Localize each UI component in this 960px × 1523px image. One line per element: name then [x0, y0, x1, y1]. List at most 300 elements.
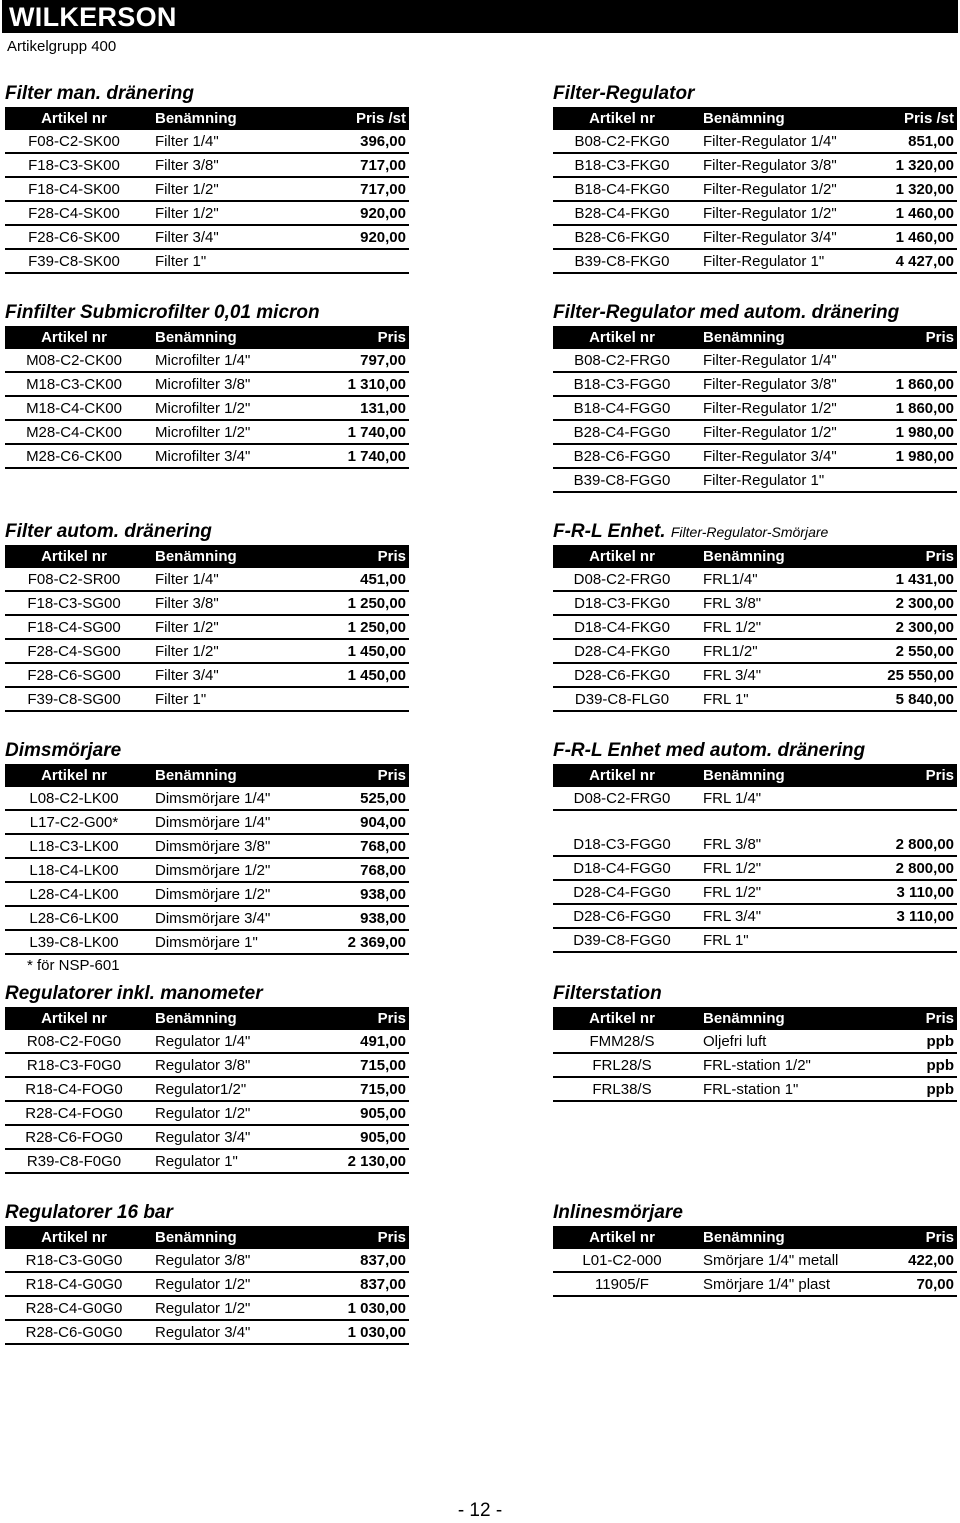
- column-header-price: Pris: [377, 1010, 406, 1027]
- table-row: [553, 1030, 957, 1054]
- table-row: [5, 178, 409, 202]
- section-title: [5, 521, 409, 543]
- table-row: [553, 1273, 957, 1297]
- column-header-price: Pris: [377, 548, 406, 565]
- article-number-cell: B28-C4-FKG0: [574, 205, 670, 222]
- table-row: [5, 154, 409, 178]
- section-inlinesmorjare: [553, 1202, 957, 1297]
- article-number-cell: B39-C8-FGG0: [573, 472, 671, 489]
- description-cell: Dimsmörjare 1/2": [155, 886, 271, 903]
- price-cell: 2 300,00: [895, 595, 954, 612]
- price-cell: 717,00: [360, 181, 406, 198]
- description-cell: Filter 1/2": [155, 619, 219, 636]
- price-cell: 851,00: [908, 133, 954, 150]
- column-header-description: Benämning: [703, 548, 785, 565]
- article-number-cell: B39-C8-FKG0: [574, 253, 670, 270]
- section-title: [5, 1202, 409, 1224]
- article-number-cell: F28-C6-SK00: [28, 229, 120, 246]
- article-group-label: Artikelgrupp 400: [7, 38, 117, 55]
- article-number-cell: B18-C4-FGG0: [573, 400, 671, 417]
- article-number-cell: M28-C4-CK00: [26, 424, 122, 441]
- table-row: [5, 835, 409, 859]
- column-header-description: Benämning: [703, 1229, 785, 1246]
- table-row: [553, 929, 957, 953]
- column-header-article: Artikel nr: [589, 767, 655, 784]
- table-row: [553, 154, 957, 178]
- article-number-cell: B08-C2-FRG0: [574, 352, 670, 369]
- price-cell: 904,00: [360, 814, 406, 831]
- table-row: [5, 1126, 409, 1150]
- article-number-cell: FRL38/S: [592, 1081, 652, 1098]
- column-header-article: Artikel nr: [41, 767, 107, 784]
- section-frl-unit: [553, 521, 957, 712]
- description-cell: Filter-Regulator 1/2": [703, 181, 837, 198]
- price-cell: 1 250,00: [347, 619, 406, 636]
- article-number-cell: R18-C3-F0G0: [26, 1057, 122, 1074]
- table-header: [553, 1226, 957, 1249]
- table-header: [5, 764, 409, 787]
- column-header-description: Benämning: [703, 110, 785, 127]
- table-header: [553, 326, 957, 349]
- section-filterstation: [553, 983, 957, 1102]
- description-cell: Filter 1/4": [155, 571, 219, 588]
- table-row: [5, 640, 409, 664]
- price-cell: 2 800,00: [895, 860, 954, 877]
- price-cell: ppb: [926, 1033, 954, 1050]
- price-cell: 905,00: [360, 1105, 406, 1122]
- description-cell: Regulator 1/2": [155, 1105, 251, 1122]
- article-number-cell: F39-C8-SK00: [28, 253, 120, 270]
- table-row: [5, 1150, 409, 1174]
- price-cell: 1 450,00: [347, 643, 406, 660]
- article-number-cell: F18-C3-SK00: [28, 157, 120, 174]
- section-title-text: Regulatorer inkl. manometer: [5, 983, 263, 1004]
- table-row: [553, 905, 957, 929]
- table-row: [553, 202, 957, 226]
- column-header-price: Pris: [925, 767, 954, 784]
- description-cell: Regulator 1/2": [155, 1276, 251, 1293]
- price-cell: 1 460,00: [895, 229, 954, 246]
- description-cell: Regulator 1/4": [155, 1033, 251, 1050]
- column-header-description: Benämning: [155, 1229, 237, 1246]
- price-cell: 717,00: [360, 157, 406, 174]
- price-cell: 1 740,00: [347, 424, 406, 441]
- table-row: [5, 1321, 409, 1345]
- description-cell: Filter-Regulator 1/4": [703, 352, 837, 369]
- table-header: [5, 107, 409, 130]
- price-cell: 3 110,00: [896, 884, 954, 901]
- article-number-cell: L28-C4-LK00: [29, 886, 119, 903]
- column-header-price: Pris /st: [903, 110, 954, 127]
- description-cell: Filter-Regulator 1/2": [703, 400, 837, 417]
- column-header-article: Artikel nr: [41, 110, 107, 127]
- price-cell: 715,00: [360, 1081, 406, 1098]
- table-row: [5, 202, 409, 226]
- description-cell: Regulator1/2": [155, 1081, 247, 1098]
- article-number-cell: D18-C3-FKG0: [574, 595, 670, 612]
- table-row: [553, 857, 957, 881]
- article-number-cell: B28-C6-FGG0: [573, 448, 671, 465]
- table-row: [5, 1273, 409, 1297]
- table-header: [5, 545, 409, 568]
- column-header-description: Benämning: [703, 329, 785, 346]
- section-title-text: Filter-Regulator med autom. dränering: [553, 302, 900, 323]
- section-filter-regulator: [553, 83, 957, 274]
- description-cell: Smörjare 1/4" plast: [703, 1276, 831, 1293]
- table-row: [5, 907, 409, 931]
- description-cell: FRL-station 1": [703, 1081, 799, 1098]
- column-header-article: Artikel nr: [41, 1229, 107, 1246]
- section-title-text: F-R-L Enhet.: [553, 521, 666, 542]
- price-cell: 131,00: [360, 400, 406, 417]
- price-cell: 1 460,00: [895, 205, 954, 222]
- price-cell: 525,00: [360, 790, 406, 807]
- brand-header-bar: [2, 0, 958, 33]
- article-number-cell: L28-C6-LK00: [29, 910, 119, 927]
- column-header-description: Benämning: [703, 1010, 785, 1027]
- description-cell: Oljefri luft: [703, 1033, 767, 1050]
- price-cell: ppb: [926, 1081, 954, 1098]
- column-header-price: Pris: [377, 1229, 406, 1246]
- section-title: [553, 740, 957, 762]
- section-title-text: Filter autom. dränering: [5, 521, 212, 542]
- table-row: [553, 833, 957, 857]
- table-header: [553, 545, 957, 568]
- article-number-cell: F28-C6-SG00: [27, 667, 121, 684]
- column-header-article: Artikel nr: [589, 1229, 655, 1246]
- article-number-cell: FMM28/S: [589, 1033, 655, 1050]
- article-number-cell: D39-C8-FGG0: [573, 932, 671, 949]
- description-cell: Regulator 3/8": [155, 1057, 251, 1074]
- table-row: [553, 592, 957, 616]
- description-cell: FRL-station 1/2": [703, 1057, 811, 1074]
- description-cell: Regulator 3/4": [155, 1324, 251, 1341]
- price-cell: 2 300,00: [895, 619, 954, 636]
- price-cell: 422,00: [908, 1252, 954, 1269]
- price-cell: 1 030,00: [347, 1300, 406, 1317]
- article-number-cell: R28-C4-G0G0: [25, 1300, 123, 1317]
- price-cell: 1 860,00: [895, 376, 954, 393]
- table-header: [553, 764, 957, 787]
- column-header-price: Pris: [377, 767, 406, 784]
- section-title: [553, 302, 957, 324]
- description-cell: Regulator 1/2": [155, 1300, 251, 1317]
- article-number-cell: M18-C4-CK00: [26, 400, 122, 417]
- article-number-cell: B28-C4-FGG0: [573, 424, 671, 441]
- description-cell: Filter-Regulator 3/8": [703, 376, 837, 393]
- price-cell: 920,00: [360, 205, 406, 222]
- article-number-cell: D28-C6-FKG0: [574, 667, 670, 684]
- description-cell: Microfilter 3/8": [155, 376, 251, 393]
- description-cell: Filter-Regulator 3/4": [703, 448, 837, 465]
- column-header-article: Artikel nr: [41, 329, 107, 346]
- article-number-cell: B08-C2-FKG0: [574, 133, 670, 150]
- article-number-cell: B18-C4-FKG0: [574, 181, 670, 198]
- description-cell: Filter 1/2": [155, 643, 219, 660]
- section-filter-regulator-auto-drain: [553, 302, 957, 493]
- description-cell: Filter-Regulator 1/2": [703, 205, 837, 222]
- table-row: [5, 1297, 409, 1321]
- description-cell: Filter-Regulator 1/2": [703, 424, 837, 441]
- section-subtitle: Filter-Regulator-Smörjare: [670, 524, 829, 540]
- description-cell: FRL 1": [703, 691, 749, 708]
- column-header-price: Pris: [925, 1229, 954, 1246]
- article-number-cell: R28-C6-G0G0: [25, 1324, 123, 1341]
- price-cell: 491,00: [360, 1033, 406, 1050]
- article-number-cell: M28-C6-CK00: [26, 448, 122, 465]
- table-row: [553, 178, 957, 202]
- brand-title: WILKERSON: [9, 2, 177, 32]
- price-cell: 396,00: [360, 133, 406, 150]
- description-cell: Dimsmörjare 1/2": [155, 862, 271, 879]
- table-row: [5, 664, 409, 688]
- description-cell: Dimsmörjare 1": [155, 934, 258, 951]
- table-row: [553, 130, 957, 154]
- column-header-article: Artikel nr: [41, 1010, 107, 1027]
- price-cell: 837,00: [360, 1276, 406, 1293]
- price-cell: 1 320,00: [895, 157, 954, 174]
- article-number-cell: F28-C4-SG00: [27, 643, 121, 660]
- column-header-description: Benämning: [703, 767, 785, 784]
- article-number-cell: M18-C3-CK00: [26, 376, 122, 393]
- description-cell: Dimsmörjare 1/4": [155, 814, 271, 831]
- table-row: [5, 883, 409, 907]
- column-header-description: Benämning: [155, 1010, 237, 1027]
- article-number-cell: L01-C2-000: [582, 1252, 662, 1269]
- description-cell: FRL 1/2": [703, 884, 762, 901]
- table-row: [553, 250, 957, 274]
- article-number-cell: L18-C4-LK00: [29, 862, 119, 879]
- article-number-cell: R28-C4-FOG0: [25, 1105, 123, 1122]
- price-cell: 1 250,00: [347, 595, 406, 612]
- column-header-article: Artikel nr: [589, 548, 655, 565]
- column-header-description: Benämning: [155, 110, 237, 127]
- description-cell: Filter 1": [155, 253, 207, 270]
- table-row: [5, 397, 409, 421]
- price-cell: 1 320,00: [895, 181, 954, 198]
- table-row: [553, 881, 957, 905]
- table-row: [553, 568, 957, 592]
- article-number-cell: F28-C4-SK00: [28, 205, 120, 222]
- price-cell: 768,00: [360, 838, 406, 855]
- table-row: [5, 1030, 409, 1054]
- section-title: [553, 83, 957, 105]
- description-cell: Filter-Regulator 3/8": [703, 157, 837, 174]
- table-row: [553, 1249, 957, 1273]
- table-row: [5, 1249, 409, 1273]
- section-dimsmorjare: [5, 740, 409, 977]
- article-number-cell: L18-C3-LK00: [29, 838, 119, 855]
- table-row: [553, 445, 957, 469]
- description-cell: Filter 3/8": [155, 595, 219, 612]
- table-row: [553, 421, 957, 445]
- article-number-cell: B28-C6-FKG0: [574, 229, 670, 246]
- table-row: [553, 1054, 957, 1078]
- article-number-cell: L08-C2-LK00: [29, 790, 119, 807]
- column-header-price: Pris: [377, 329, 406, 346]
- article-number-cell: R18-C3-G0G0: [25, 1252, 123, 1269]
- table-row: [553, 787, 957, 811]
- table-row: [5, 1102, 409, 1126]
- article-number-cell: D08-C2-FRG0: [573, 571, 671, 588]
- description-cell: FRL 3/8": [703, 595, 762, 612]
- price-cell: 837,00: [360, 1252, 406, 1269]
- description-cell: FRL 1": [703, 932, 749, 949]
- article-number-cell: D18-C4-FKG0: [574, 619, 670, 636]
- table-row: [553, 349, 957, 373]
- article-number-cell: L39-C8-LK00: [29, 934, 119, 951]
- section-title: [553, 983, 957, 1005]
- description-cell: Regulator 3/4": [155, 1129, 251, 1146]
- article-number-cell: F08-C2-SR00: [27, 571, 121, 588]
- description-cell: Filter 3/4": [155, 667, 219, 684]
- price-cell: 2 800,00: [895, 836, 954, 853]
- table-row: [553, 397, 957, 421]
- article-number-cell: L17-C2-G00*: [29, 814, 119, 831]
- table-header: [553, 1007, 957, 1030]
- price-cell: 1 431,00: [895, 571, 954, 588]
- column-header-article: Artikel nr: [589, 1010, 655, 1027]
- section-title: [5, 83, 409, 105]
- section-title: [5, 740, 409, 762]
- description-cell: Filter 1/4": [155, 133, 219, 150]
- column-header-description: Benämning: [155, 548, 237, 565]
- article-number-cell: D18-C4-FGG0: [573, 860, 671, 877]
- article-number-cell: M08-C2-CK00: [26, 352, 122, 369]
- footnote: * för NSP-601: [27, 957, 120, 974]
- section-filter-manual-drain: [5, 83, 409, 274]
- price-cell: 2 369,00: [347, 934, 406, 951]
- price-cell: 1 980,00: [895, 448, 954, 465]
- table-header: [5, 1226, 409, 1249]
- table-row: [5, 931, 409, 955]
- price-cell: 1 450,00: [347, 667, 406, 684]
- price-cell: 1 740,00: [347, 448, 406, 465]
- description-cell: FRL 3/4": [703, 667, 762, 684]
- table-header: [553, 107, 957, 130]
- description-cell: Filter 1": [155, 691, 207, 708]
- price-cell: 2 550,00: [895, 643, 954, 660]
- article-number-cell: F18-C4-SK00: [28, 181, 120, 198]
- description-cell: Filter 3/4": [155, 229, 219, 246]
- table-row: [553, 811, 957, 833]
- table-row: [5, 688, 409, 712]
- article-number-cell: D28-C4-FKG0: [574, 643, 670, 660]
- article-number-cell: F18-C4-SG00: [27, 619, 121, 636]
- article-number-cell: R18-C4-G0G0: [25, 1276, 123, 1293]
- column-header-description: Benämning: [155, 329, 237, 346]
- column-header-article: Artikel nr: [589, 110, 655, 127]
- section-title-text: Finfilter Submicrofilter 0,01 micron: [5, 302, 320, 323]
- section-title-text: Regulatorer 16 bar: [5, 1202, 173, 1223]
- section-title-text: F-R-L Enhet med autom. dränering: [553, 740, 866, 761]
- description-cell: Microfilter 1/4": [155, 352, 251, 369]
- price-cell: 1 980,00: [895, 424, 954, 441]
- article-number-cell: R18-C4-FOG0: [25, 1081, 123, 1098]
- description-cell: Dimsmörjare 3/4": [155, 910, 271, 927]
- table-row: [5, 226, 409, 250]
- price-cell: 715,00: [360, 1057, 406, 1074]
- price-cell: 25 550,00: [887, 667, 954, 684]
- table-row: [5, 1054, 409, 1078]
- article-number-cell: FRL28/S: [592, 1057, 652, 1074]
- description-cell: Filter-Regulator 1": [703, 472, 825, 489]
- description-cell: Microfilter 1/2": [155, 400, 251, 417]
- table-row: [553, 640, 957, 664]
- description-cell: FRL 3/4": [703, 908, 762, 925]
- price-cell: 938,00: [360, 910, 406, 927]
- table-row: [553, 664, 957, 688]
- section-title-text: Dimsmörjare: [5, 740, 122, 761]
- article-number-cell: R39-C8-F0G0: [26, 1153, 122, 1170]
- description-cell: FRL1/2": [703, 643, 758, 660]
- column-header-article: Artikel nr: [589, 329, 655, 346]
- column-header-description: Benämning: [155, 767, 237, 784]
- table-row: [5, 859, 409, 883]
- column-header-article: Artikel nr: [41, 548, 107, 565]
- price-cell: 2 130,00: [347, 1153, 406, 1170]
- article-number-cell: F08-C2-SK00: [28, 133, 120, 150]
- section-title-text: Filter man. dränering: [5, 83, 194, 104]
- column-header-price: Pris: [925, 548, 954, 565]
- section-title: [5, 983, 409, 1005]
- price-cell: 70,00: [916, 1276, 954, 1293]
- price-cell: 1 310,00: [347, 376, 406, 393]
- description-cell: Filter-Regulator 1": [703, 253, 825, 270]
- description-cell: FRL 1/4": [703, 790, 762, 807]
- article-number-cell: D28-C4-FGG0: [573, 884, 671, 901]
- section-title: [553, 1202, 957, 1224]
- table-row: [5, 373, 409, 397]
- description-cell: Filter 3/8": [155, 157, 219, 174]
- description-cell: Filter-Regulator 1/4": [703, 133, 837, 150]
- table-row: [5, 130, 409, 154]
- table-row: [553, 469, 957, 493]
- price-cell: 797,00: [360, 352, 406, 369]
- description-cell: Regulator 3/8": [155, 1252, 251, 1269]
- price-cell: 1 030,00: [347, 1324, 406, 1341]
- table-row: [553, 1078, 957, 1102]
- table-header: [5, 1007, 409, 1030]
- section-title: [553, 521, 957, 543]
- description-cell: Regulator 1": [155, 1153, 238, 1170]
- description-cell: Filter 1/2": [155, 205, 219, 222]
- table-row: [553, 373, 957, 397]
- section-regulators-16-bar: [5, 1202, 409, 1345]
- price-cell: 3 110,00: [896, 908, 954, 925]
- description-cell: FRL 3/8": [703, 836, 762, 853]
- table-row: [5, 811, 409, 835]
- description-cell: FRL 1/2": [703, 860, 762, 877]
- price-cell: 5 840,00: [895, 691, 954, 708]
- price-cell: 4 427,00: [895, 253, 954, 270]
- section-regulators-manometer: [5, 983, 409, 1174]
- column-header-price: Pris: [925, 329, 954, 346]
- article-number-cell: D28-C6-FGG0: [573, 908, 671, 925]
- table-row: [5, 568, 409, 592]
- description-cell: Microfilter 1/2": [155, 424, 251, 441]
- description-cell: Smörjare 1/4" metall: [703, 1252, 839, 1269]
- column-header-price: Pris /st: [355, 110, 406, 127]
- price-cell: 451,00: [360, 571, 406, 588]
- price-cell: 1 860,00: [895, 400, 954, 417]
- section-title-text: Inlinesmörjare: [553, 1202, 683, 1223]
- section-filter-auto-drain: [5, 521, 409, 712]
- article-number-cell: R28-C6-FOG0: [25, 1129, 123, 1146]
- article-number-cell: F39-C8-SG00: [27, 691, 121, 708]
- table-row: [5, 1078, 409, 1102]
- table-row: [5, 349, 409, 373]
